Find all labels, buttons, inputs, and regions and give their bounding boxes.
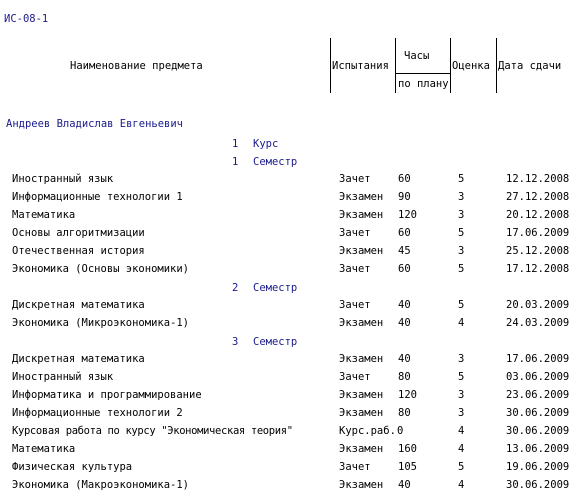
exam-cell: Зачет: [339, 461, 371, 473]
header-divider: [330, 38, 331, 93]
exam-cell: Экзамен: [339, 209, 384, 221]
subject-cell: Экономика (Микроэкономика-1): [12, 317, 190, 329]
subject-cell: Отечественная история: [12, 245, 145, 257]
date-cell: 23.06.2009: [506, 389, 570, 401]
header-exam: Испытания: [332, 60, 389, 72]
table-row: [0, 242, 577, 260]
subject-cell: Экономика (Основы экономики): [12, 263, 190, 275]
subject-cell: Физическая культура: [12, 461, 133, 473]
hours-cell: 40: [398, 353, 411, 365]
hours-cell: 40: [398, 479, 411, 491]
exam-cell: Зачет: [339, 227, 371, 239]
subject-cell: Экономика (Макроэкономика-1): [12, 479, 190, 491]
exam-cell: Зачет: [339, 263, 371, 275]
subject-cell: Информатика и программирование: [12, 389, 202, 401]
header-date: Дата сдачи: [498, 60, 562, 72]
date-cell: 13.06.2009: [506, 443, 570, 455]
semester-label: Семестр: [253, 336, 298, 348]
hours-cell: 90: [398, 191, 411, 203]
semester-heading: [0, 334, 577, 350]
header-subject: Наименование предмета: [70, 60, 203, 72]
semester-number: 3: [232, 336, 239, 348]
hours-cell: 45: [398, 245, 411, 257]
hours-cell: 120: [398, 209, 417, 221]
header-hours-plan: по плану: [398, 78, 449, 90]
date-cell: 20.03.2009: [506, 299, 570, 311]
grade-cell: 3: [458, 389, 465, 401]
hours-cell: 60: [398, 263, 411, 275]
date-cell: 20.12.2008: [506, 209, 570, 221]
course-label: Курс: [253, 138, 279, 150]
subject-cell: Информационные технологии 1: [12, 191, 183, 203]
hours-cell: 160: [398, 443, 417, 455]
subject-cell: Информационные технологии 2: [12, 407, 183, 419]
grade-cell: 4: [458, 479, 465, 491]
exam-cell: Зачет: [339, 173, 371, 185]
table-row: [0, 458, 577, 476]
date-cell: 30.06.2009: [506, 407, 570, 419]
date-cell: 19.06.2009: [506, 461, 570, 473]
exam-cell: Зачет: [339, 371, 371, 383]
header-divider: [450, 38, 451, 93]
table-row: [0, 350, 577, 368]
grade-cell: 3: [458, 209, 465, 221]
date-cell: 03.06.2009: [506, 371, 570, 383]
semester-number: 1: [232, 156, 239, 168]
table-row: [0, 422, 577, 440]
semester-heading: [0, 154, 577, 170]
exam-cell: Экзамен: [339, 443, 384, 455]
subject-cell: Математика: [12, 209, 76, 221]
date-cell: 17.06.2009: [506, 227, 570, 239]
date-cell: 30.06.2009: [506, 479, 570, 491]
subject-cell: Основы алгоритмизации: [12, 227, 145, 239]
hours-cell: 60: [398, 173, 411, 185]
exam-cell: Экзамен: [339, 245, 384, 257]
table-row: [0, 296, 577, 314]
hours-cell: 60: [398, 227, 411, 239]
date-cell: 27.12.2008: [506, 191, 570, 203]
exam-cell: Экзамен: [339, 407, 384, 419]
grade-cell: 5: [458, 227, 465, 239]
subject-cell: Математика: [12, 443, 76, 455]
grade-cell: 4: [458, 317, 465, 329]
table-row: [0, 440, 577, 458]
course-number: 1: [232, 138, 239, 150]
table-row: [0, 224, 577, 242]
date-cell: 30.06.2009: [506, 425, 570, 437]
exam-cell: Зачет: [339, 299, 371, 311]
exam-cell: Экзамен: [339, 353, 384, 365]
table-row: [0, 260, 577, 278]
table-row: [0, 206, 577, 224]
grade-cell: 3: [458, 407, 465, 419]
table-row: [0, 368, 577, 386]
semester-label: Семестр: [253, 156, 298, 168]
exam-cell: Экзамен: [339, 191, 384, 203]
table-row: [0, 170, 577, 188]
subject-cell: Иностранный язык: [12, 371, 114, 383]
grade-cell: 5: [458, 461, 465, 473]
exam-cell: Экзамен: [339, 317, 384, 329]
grade-cell: 4: [458, 443, 465, 455]
table-row: [0, 404, 577, 422]
subject-cell: Иностранный язык: [12, 173, 114, 185]
table-row: [0, 188, 577, 206]
grade-cell: 4: [458, 425, 465, 437]
hours-cell: 80: [398, 371, 411, 383]
date-cell: 12.12.2008: [506, 173, 570, 185]
header-divider: [395, 38, 396, 93]
grade-cell: 5: [458, 173, 465, 185]
date-cell: 17.12.2008: [506, 263, 570, 275]
date-cell: 17.06.2009: [506, 353, 570, 365]
grade-cell: 5: [458, 371, 465, 383]
date-cell: 24.03.2009: [506, 317, 570, 329]
student-name: Андреев Владислав Евгеньевич: [6, 118, 184, 130]
grade-cell: 3: [458, 353, 465, 365]
grade-cell: 5: [458, 263, 465, 275]
semester-heading: [0, 280, 577, 296]
semester-label: Семестр: [253, 282, 298, 294]
date-cell: 25.12.2008: [506, 245, 570, 257]
header-divider: [496, 38, 497, 93]
grade-cell: 3: [458, 245, 465, 257]
grade-cell: 5: [458, 299, 465, 311]
exam-cell: Курс.раб.: [339, 425, 396, 437]
table-row: [0, 386, 577, 404]
semester-number: 2: [232, 282, 239, 294]
hours-cell: 120: [398, 389, 417, 401]
table-row: [0, 314, 577, 332]
grade-cell: 3: [458, 191, 465, 203]
group-code: ИС-08-1: [4, 13, 49, 25]
course-heading: [0, 136, 577, 152]
hours-cell: 40: [398, 317, 411, 329]
hours-cell: 105: [398, 461, 417, 473]
subject-cell: Дискретная математика: [12, 299, 145, 311]
table-row: [0, 476, 577, 494]
hours-cell: 40: [398, 299, 411, 311]
exam-cell: Экзамен: [339, 389, 384, 401]
header-grade: Оценка: [452, 60, 490, 72]
hours-cell: 0: [397, 425, 404, 437]
subject-cell: Дискретная математика: [12, 353, 145, 365]
header-hours: Часы: [404, 50, 430, 62]
hours-cell: 80: [398, 407, 411, 419]
exam-cell: Экзамен: [339, 479, 384, 491]
subject-cell: Курсовая работа по курсу "Экономическая теория": [12, 425, 293, 437]
header-divider: [395, 73, 450, 74]
